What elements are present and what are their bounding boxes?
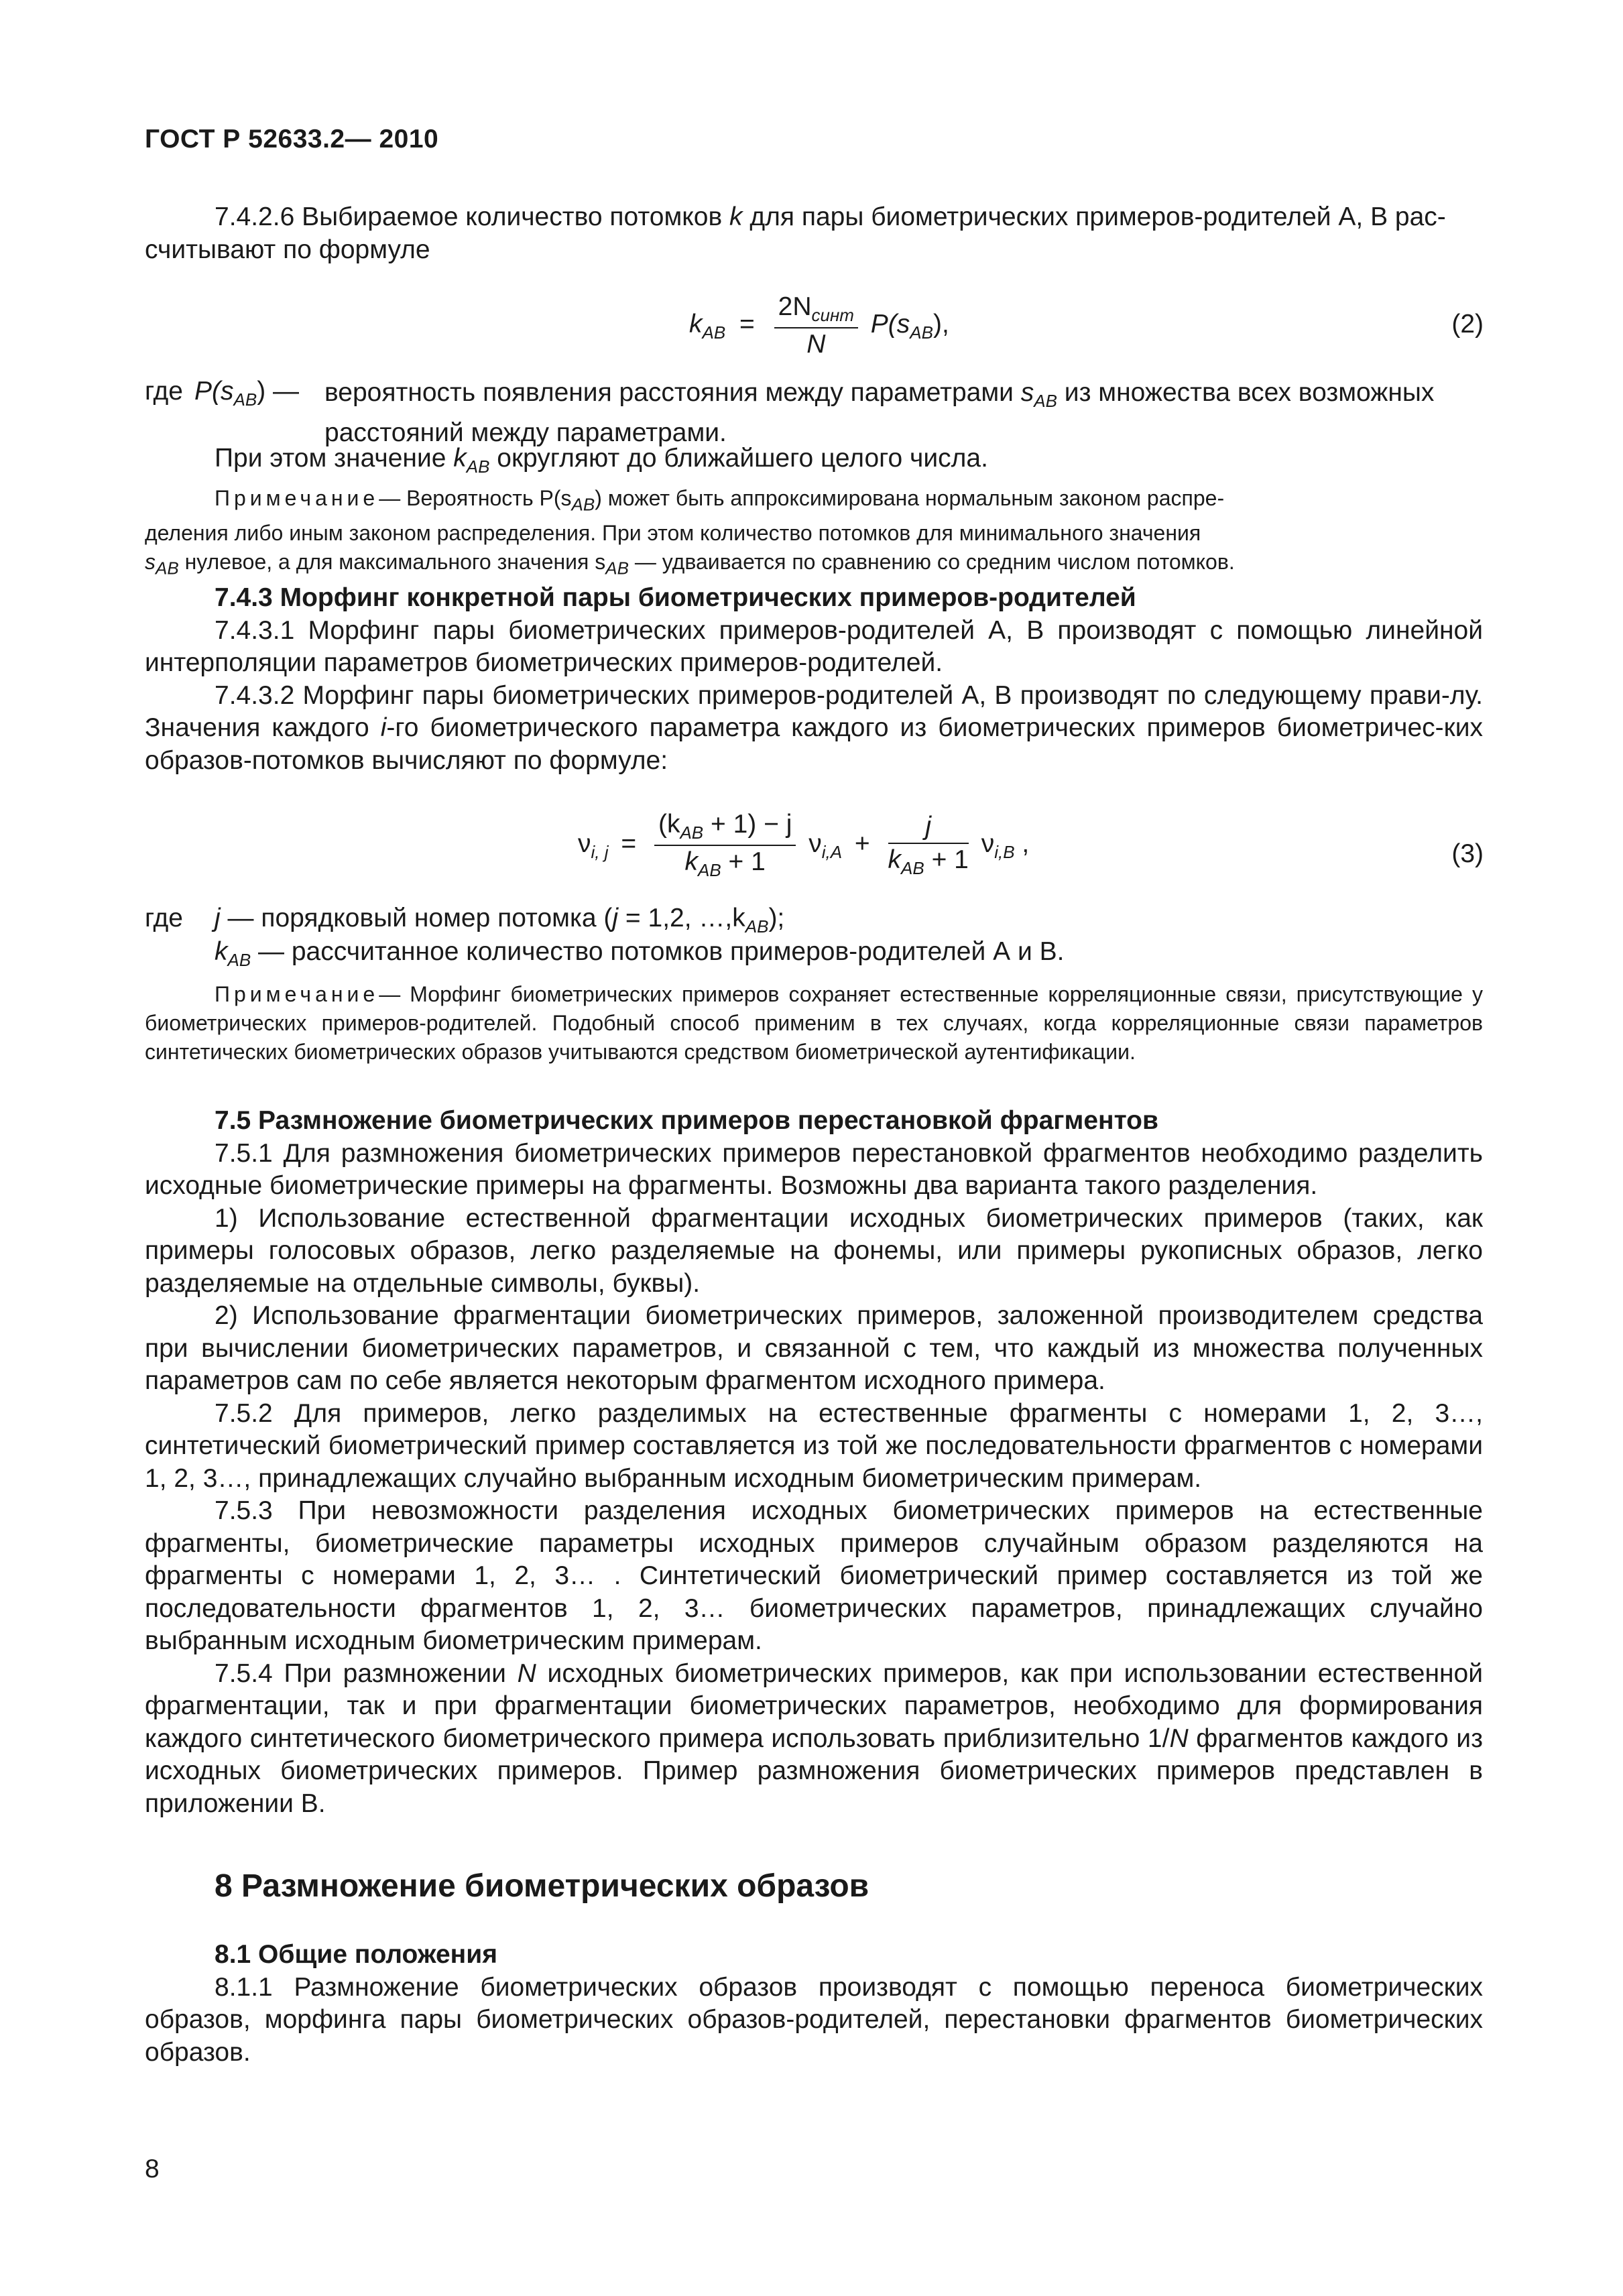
paragraph-7-5-1: 7.5.1 Для размножения биометрических примеров перестановкой фрагментов необходимо разделить исходные биометрические примеры на фрагменты. Возможны два варианта такого разделения. (145, 1138, 1483, 1200)
page-number: 8 (145, 2155, 160, 2183)
note-label: Примечание (215, 486, 379, 510)
note-2: Примечание— Морфинг биометрических примеров сохраняет естественные корреляционные связи, присутствующие у биометрических примеров-родителей. Подобный способ применим в тех случаях, когда корреляционные связи параметров синтетических биометрических образов учитываются средством биометрической аутентификации. (145, 982, 1483, 1064)
formula-3: $\nu_{i, j}$ = $\frac{(k_{AB} + 1) - j}{k_{AB} + 1}$ $\nu_{i,A}$ + $\frac{j}{k_{AB} + 1}$ $\nu_{i,B}$ , (578, 810, 1030, 880)
formula-3-fraction-2: $\frac{j}{k_{AB} + 1}$ (888, 811, 969, 878)
heading-7-5: 7.5 Размножение биометрических примеров перестановкой фрагментов (215, 1106, 1158, 1135)
paragraph-7-4-2-6 (145, 201, 1483, 266)
paragraph-7-5-1-item-2: 2) Использование фрагментации биометрических примеров, заложенной производителем средства при вычислении биометрических параметров, и связанной с тем, что каждый из множества полученных параметров сам по себе является некоторым фрагментом исходного примера. (145, 1301, 1483, 1395)
paragraph-7-5-3: 7.5.3 При невозможности разделения исходных биометрических примеров на естественные фрагменты, биометрические параметры исходных примеров случайным образом разделяются на фрагменты с номерами 1, 2, 3… . Синтетический биометрический пример составляется из той же последовательности фрагментов 1, 2, 3… биометрических параметров, принадлежащих случайно выбранным исходным биометрическим примерам. (145, 1496, 1483, 1655)
heading-8: 8 Размножение биометрических образов (215, 1868, 869, 1904)
document-header: ГОСТ Р 52633.2— 2010 (145, 125, 439, 154)
section-7-5 (145, 1105, 1483, 1820)
note-1: Примечание— Вероятность $P(s_{AB})$ может быть аппроксимирована нормальным законом распре- деления либо иным законом распределения. При этом количество потомков для минимального значения $s_{AB}$ нулевое, а для максимального значения $s_{AB}$ — удваивается по сравнению со средним числом потомков. (145, 486, 1235, 579)
section-7-4-3 (145, 582, 1483, 777)
note-2-label: Примечание (215, 982, 379, 1006)
paragraph-7-5-4: 7.5.4 При размножении N исходных биометрических примеров, как при использовании естественной фрагментации, так и при фрагментации биометрических параметров, необходимо для формирования каждого синтетического биометрического примера использовать приблизительно 1/N фрагментов каждого из исходных биометрических примеров. Пример размножения биометрических примеров представлен в приложении В. (145, 1658, 1483, 1818)
where-label-2: где (145, 904, 183, 932)
where-definition-p: вероятность появления расстояния между параметрами $s_{AB}$ из множества всех возможных расстояний между параметрами. (324, 378, 1435, 448)
where-symbol-p: $P(s_{AB})$ — (194, 377, 300, 410)
where-label-1: где (145, 377, 183, 406)
heading-7-4-3: 7.4.3 Морфинг конкретной пары биометрических примеров-родителей (215, 583, 1136, 612)
section-8-1 (145, 1939, 1483, 2069)
rounding-sentence: При этом значение $k_{AB}$ округляют до ближайшего целого числа. (215, 444, 988, 477)
paragraph-7-4-3-1: 7.4.3.1 Морфинг пары биометрических примеров-родителей А, В производят с помощью линейной интерполяции параметров биометрических примеров-родителей. (145, 615, 1483, 677)
equation-number-3: (3) (1451, 839, 1484, 868)
where-definition-kab: $k_{AB}$ — рассчитанное количество потомков примеров-родителей А и В. (215, 937, 1065, 970)
paragraph-7-4-3-2: 7.4.3.2 Морфинг пары биометрических примеров-родителей А, В производят по следующему прави-лу. Значения каждого i-го биометрического параметра каждого из биометрических примеров биометричес-ких образов-потомков вычисляют по формуле: (145, 680, 1483, 775)
equation-number-2: (2) (1451, 310, 1484, 339)
formula-2-fraction: $\frac{2N_{синт}}{N}$ (774, 292, 858, 359)
formula-3-fraction-1: $\frac{(k_{AB} + 1) - j}{k_{AB} + 1}$ (654, 810, 796, 881)
paragraph-8-1-1: 8.1.1 Размножение биометрических образов производят с помощью переноса биометрических образов, морфинга пары биометрических образов-родителей, перестановки фрагментов биометрических образов. (145, 1972, 1483, 2067)
paragraph-7-5-2: 7.5.2 Для примеров, легко разделимых на естественные фрагменты с номерами 1, 2, 3…, синтетический биометрический пример составляется из той же последовательности фрагментов с номерами 1, 2, 3…, принадлежащих случайно выбранным исходным биометрическим примерам. (145, 1398, 1483, 1493)
paragraph-7-5-1-item-1: 1) Использование естественной фрагментации исходных биометрических примеров (таких, как примеры голосовых образов, легко разделяемые на фонемы, или примеры рукописных образов, легко разделяемые на отдельные символы, буквы). (145, 1203, 1483, 1298)
heading-8-1: 8.1 Общие положения (215, 1940, 497, 1969)
where-definition-j: j — порядковый номер потомка (j = 1,2, $\dots,k_{AB}$); (215, 904, 785, 936)
paragraph-7-4-2-6-text: 7.4.2.6 Выбираемое количество потомков k для пары биометрических примеров-родителей А, В рас- считывают по формуле (145, 202, 1446, 264)
formula-2: $k_{AB}$ = $\frac{2N_{синт}}{N}$ $P(s_{AB})$, (689, 292, 949, 359)
